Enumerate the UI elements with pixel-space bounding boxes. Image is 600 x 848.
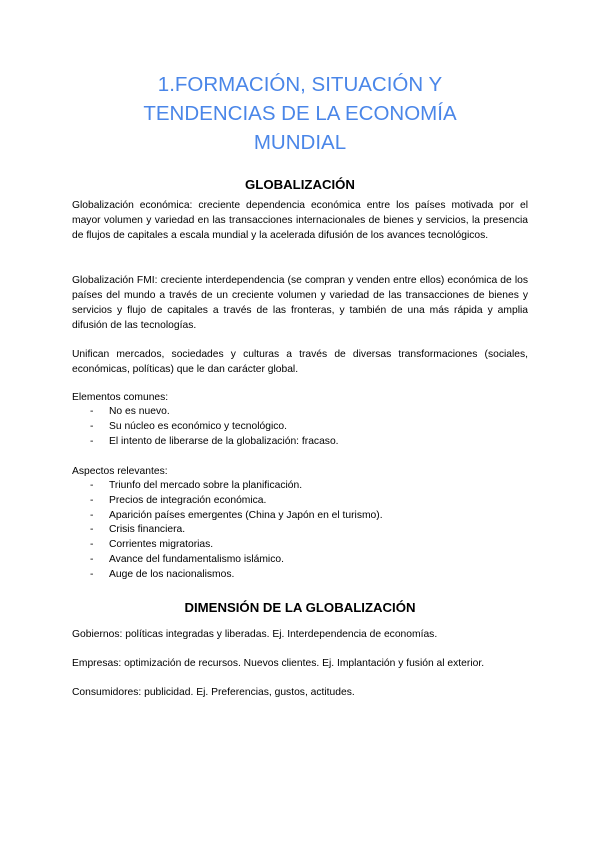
list-item: - El intento de liberarse de la globalización: fracaso. — [72, 435, 528, 450]
relevant-aspects-list — [72, 479, 528, 583]
list-dash: - — [90, 406, 94, 417]
list-dash: - — [90, 494, 94, 506]
paragraph-unifican-mercados: Unifican mercados, sociedades y culturas a través de diversas transformaciones (sociales, económicas, políticas) que le dan carácter global. — [72, 349, 528, 375]
section-heading-globalizacion: GLOBALIZACIÓN — [245, 177, 355, 192]
list-item: - Su núcleo es económico y tecnológico. — [72, 420, 528, 435]
list-item: - Avance del fundamentalismo islámico. — [72, 553, 528, 568]
list-item: - Aparición países emergentes (China y Japón en el turismo). — [72, 509, 528, 524]
section-heading-dimension: DIMENSIÓN DE LA GLOBALIZACIÓN — [184, 600, 416, 615]
paragraph-globalizacion-fmi: Globalización FMI: creciente interdependencia (se compran y venden entre ellos) económica de los países del mundo a través de un creciente volumen y variedad de las transacciones de bienes y servicios y flujo de capitales a través de las fronteras, y también de una más rápida y amplia difusión de las tecnologías. — [72, 275, 528, 331]
relevant-aspects-label: Aspectos relevantes: — [72, 466, 168, 477]
list-item: - No es nuevo. — [72, 405, 528, 420]
title-line-3: MUNDIAL — [253, 131, 347, 154]
paragraph-gobiernos: Gobiernos: políticas integradas y liberadas. Ej. Interdependencia de economías. — [72, 629, 438, 640]
list-dash: - — [90, 420, 94, 432]
list-dash: - — [90, 435, 94, 447]
title-line-1: 1.FORMACIÓN, SITUACIÓN Y — [157, 73, 443, 96]
list-item: - Corrientes migratorias. — [72, 538, 528, 553]
list-dash: - — [90, 568, 94, 580]
list-dash: - — [90, 524, 94, 536]
list-dash: - — [90, 553, 94, 565]
list-dash: - — [90, 539, 94, 551]
paragraph-empresas: Empresas: optimización de recursos. Nuevos clientes. Ej. Implantación y fusión al exterior. — [72, 658, 485, 669]
paragraph-consumidores: Consumidores: publicidad. Ej. Preferencias, gustos, actitudes. — [72, 687, 355, 698]
title-line-2: TENDENCIAS DE LA ECONOMÍA — [143, 102, 457, 125]
common-elements-label: Elementos comunes: — [72, 392, 169, 403]
document-title — [72, 70, 528, 157]
list-item: - Auge de los nacionalismos. — [72, 568, 528, 583]
list-item: - Triunfo del mercado sobre la planificación. — [72, 479, 528, 494]
list-item: - Precios de integración económica. — [72, 494, 528, 509]
paragraph-globalizacion-economica: Globalización económica: creciente dependencia económica entre los países motivada por el mayor volumen y variedad en las transacciones internacionales de bienes y servicios, la presencia de flujos de capitales a escala mundial y la acelerada difusión de los avances tecnológicos. — [72, 200, 528, 241]
list-item: - Crisis financiera. — [72, 523, 528, 538]
common-elements-list — [72, 405, 528, 449]
list-dash: - — [90, 480, 94, 491]
list-dash: - — [90, 509, 94, 521]
